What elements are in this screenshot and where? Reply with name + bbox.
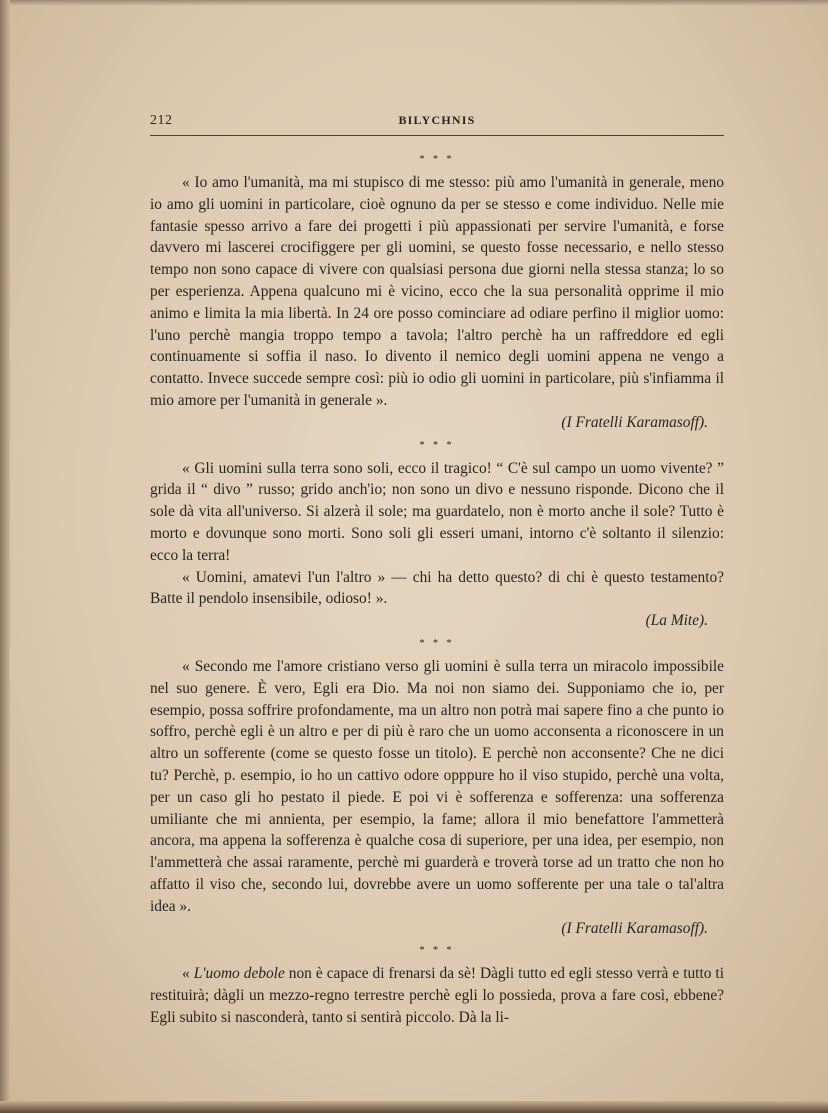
quote-paragraph: « Uomini, amatevi l'un l'altro » — chi ha detto questo? di chi è questo testamento? Batte il pendolo insensibile, odioso! ». (150, 568, 724, 608)
quote-paragraph (150, 963, 724, 1028)
section-separator: * * * (419, 637, 455, 649)
page-bottom-edge (0, 1101, 828, 1113)
quote-source: (I Fratelli Karamasoff). (561, 919, 708, 937)
page-left-edge (0, 0, 10, 1113)
quote-paragraph: « Secondo me l'amore cristiano verso gli uomini è sulla terra un miracolo impossibile nel suo genere. È vero, Egli era Dio. Ma noi non siamo dei. Supponiamo che io, per esempio, possa soffrire profondamente, ma un altro non potrà mai sapere fino a che punto io soffro, perchè egli è un altro e per di più è raro che un uomo acconsenta a riconoscere in un altro un sofferente (come se questo fosse un titolo). E perchè non acconsente? Che ne dici tu? Perchè, p. esempio, io ho un cattivo odore opppure ho il viso stupido, perchè una volta, per un caso gli ho pestato il piede. E poi vi è sofferenza e sofferenza: una sofferenza umiliante che mi annienta, per esempio, la fame; allora il mio benefattore l'ammetterà ancora, ma appena la sofferenza è qualche cosa di superiore, per una idea, per esempio, non l'ammetterà che assai raramente, perchè mi guarderà e troverà torse ad un tratto che non ho affatto il viso che, secondo lui, dovrebbe avere un uomo sofferente per una tale o tal'altra idea ». (150, 657, 724, 915)
quote-paragraph: « Io amo l'umanità, ma mi stupisco di me stesso: più amo l'umanità in generale, meno io amo gli uomini in particolare, cioè ognuno da per se stesso e come individuo. Nelle mie fantasie spesso arrivo a fare dei progetti i più appassionati per servire l'umanità, e forse davvero mi lascerei crocifiggere per gli uomini, se questo fosse necessario, e nello stesso tempo non sono capace di vivere con qualsiasi persona due giorni nella stessa stanza; lo so per esperienza. Appena qualcuno mi è vicino, ecco che la sua personalità opprime il mio animo e limita la mia libertà. In 24 ore posso cominciare ad odiare perfino il miglior uomo: l'uno perchè mangia troppo tempo a tavola; l'altro perchè ha un raffreddore ed egli continuamente si soffia il naso. Io divento il nemico degli uomini appena ne vengo a contatto. Invece succede sempre così: più io odio gli uomini in particolare, più s'infiamma il mio amore per l'umanità in generale ». (150, 174, 724, 409)
quote-source: (I Fratelli Karamasoff). (561, 413, 708, 431)
section-separator: * * * (419, 439, 455, 451)
page-number: 212 (150, 113, 173, 128)
quote-text: non è capace di frenarsi da sè! Dàgli tutto ed egli stesso verrà e tutto ti restituirà; dàgli un mezzo-regno terrestre perchè egli lo possieda, prova a fare così, ebbene? Egli subito si nasconderà, tanto si sentirà piccolo. Dà la li- (150, 965, 724, 1026)
page-body (150, 148, 724, 1029)
section-separator: * * * (419, 154, 455, 165)
running-header (150, 113, 724, 136)
quote-paragraph: « Gli uomini sulla terra sono soli, ecco il tragico! “ C'è sul campo un uomo vivente? ” grida il “ divo ” russo; grido anch'io; non sono un divo e nessuno risponde. Dicono che il sole dà vita all'universo. Si alzerà il sole; ma guardatelo, non è morto anche il sole? Tutto è morto e dovunque sono morti. Sono soli gli esseri umani, intorno c'è soltanto il silenzio: ecco la terra! (150, 459, 724, 564)
section-separator: * * * (419, 945, 455, 957)
quote-open: « (182, 965, 194, 983)
running-title: BILYCHNIS (398, 113, 476, 127)
page-top-edge (0, 0, 828, 6)
quote-source: (La Mite). (645, 612, 708, 630)
italic-phrase: L'uomo debole (193, 965, 285, 983)
